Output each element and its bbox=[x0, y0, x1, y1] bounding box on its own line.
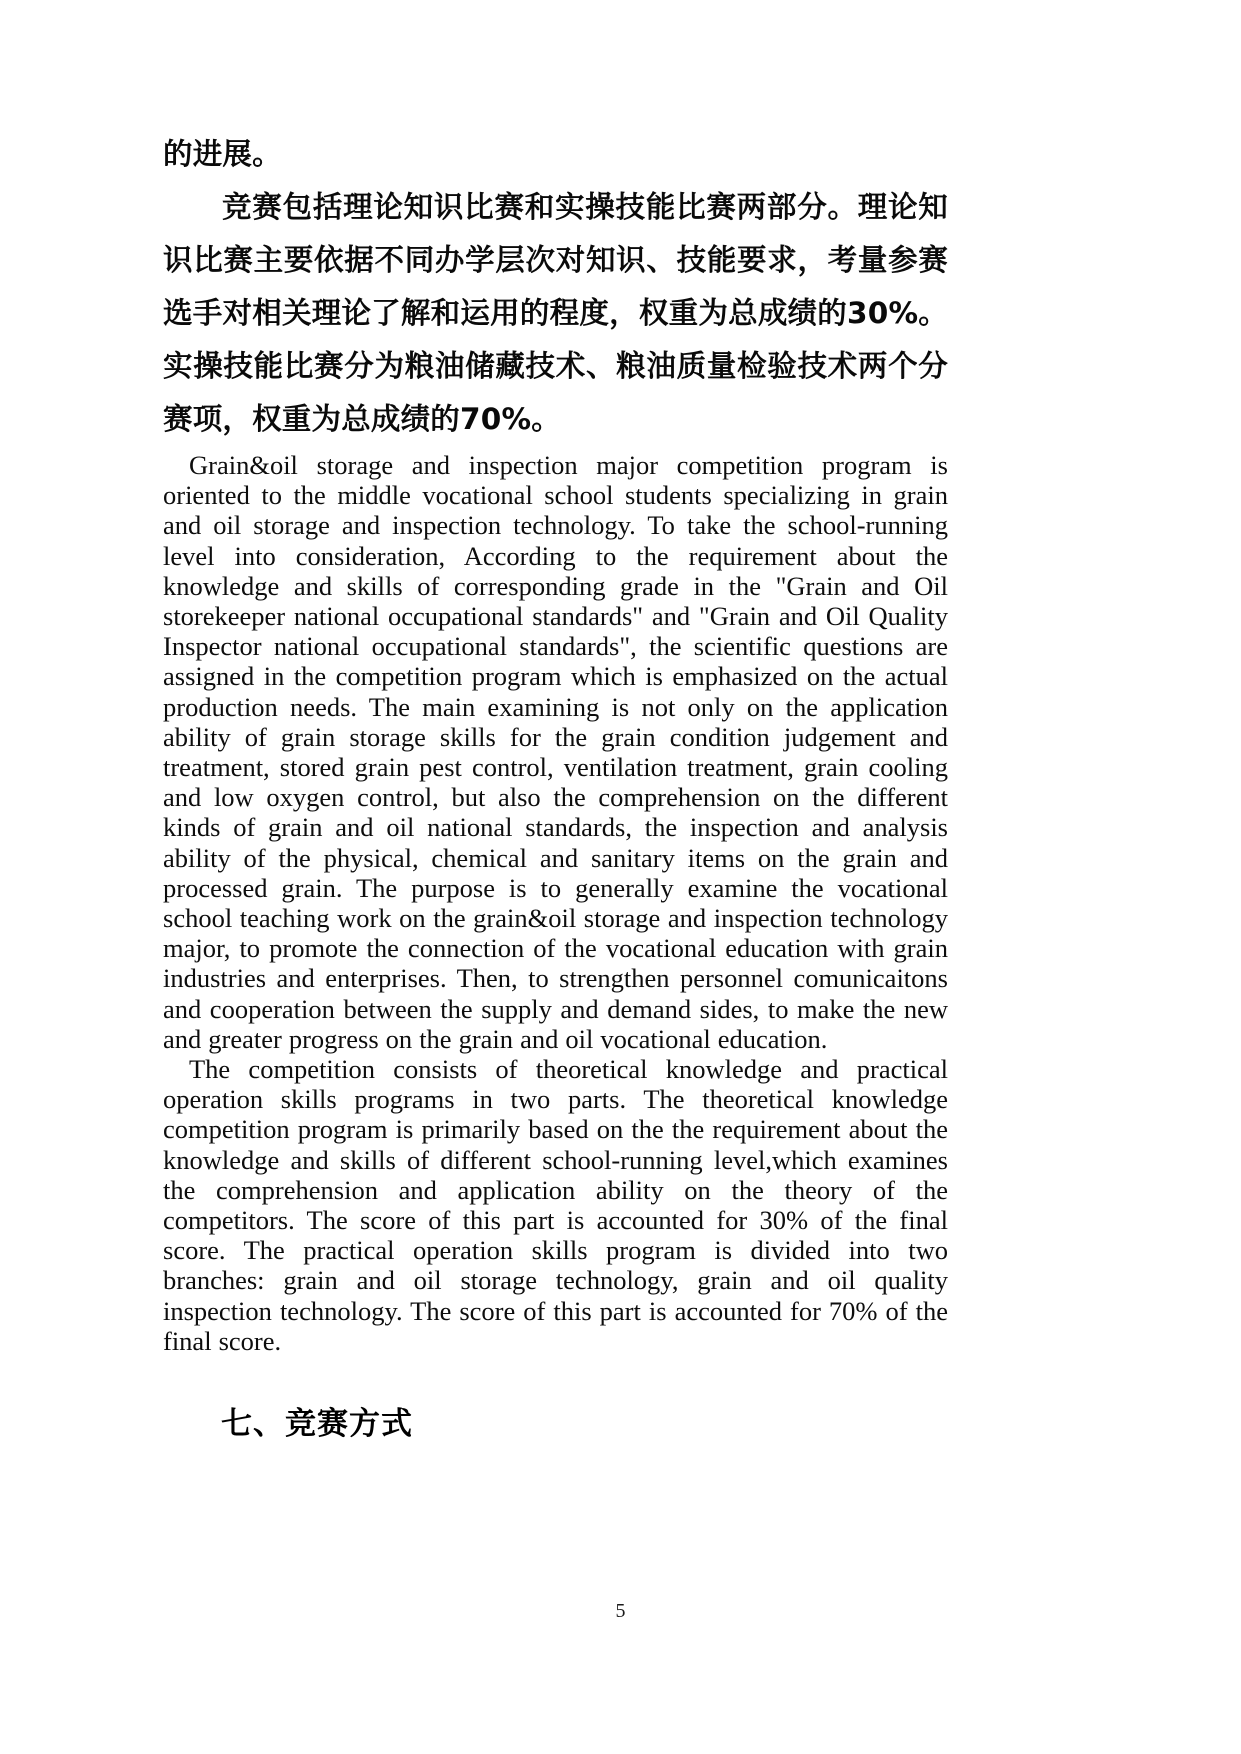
chinese-paragraph-competition-overview: 竞赛包括理论知识比赛和实操技能比赛两部分。理论知识比赛主要依据不同办学层次对知识、技能要求，考量参赛选手对相关理论了解和运用的程度，权重为总成绩的30%。实操技能比赛分为粮油储藏技术、粮油质量检验技术两个分赛项，权重为总成绩的70%。 bbox=[163, 190, 948, 436]
chinese-paragraph-continuation: 的进展。 bbox=[163, 137, 282, 171]
english-paragraph-competition-structure: The competition consists of theoretical knowledge and practical operation skills programs in two parts. The theoretical knowledge competition program is primarily based on the the requirement about the knowledge and skills of different school-running level,which examines the comprehension and application ability on the theory of the competitors. The score of this part is accounted for 30% of the final score. The practical operation skills program is divided into two branches: grain and oil storage technology, grain and oil quality inspection technology. The score of this part is accounted for 70% of the final score. bbox=[163, 1054, 948, 1356]
english-paragraph-program-description: Grain&oil storage and inspection major competition program is oriented to the middle vocational school students specializing in grain and oil storage and inspection technology. To take the school-running level into consideration, According to the requirement about the knowledge and skills of corresponding grade in the "Grain and Oil storekeeper national occupational standards" and "Grain and Oil Quality Inspector national occupational standards", the scientific questions are assigned in the competition program which is emphasized on the actual production needs. The main examining is not only on the application ability of grain storage skills for the grain condition judgement and treatment, stored grain pest control, ventilation treatment, grain cooling and low oxygen control, but also the comprehension on the different kinds of grain and oil national standards, the inspection and analysis ability of the physical, chemical and sanitary items on the grain and processed grain. The purpose is to generally examine the vocational school teaching work on the grain&oil storage and inspection technology major, to promote the connection of the vocational education with grain industries and enterprises. Then, to strengthen personnel comunicaitons and cooperation between the supply and demand sides, to make the new and greater progress on the grain and oil vocational education. bbox=[163, 450, 948, 1054]
page-content bbox=[163, 128, 948, 1443]
page-number: 5 bbox=[615, 1600, 626, 1622]
section-heading-competition-method: 七、竞赛方式 bbox=[221, 1406, 413, 1443]
